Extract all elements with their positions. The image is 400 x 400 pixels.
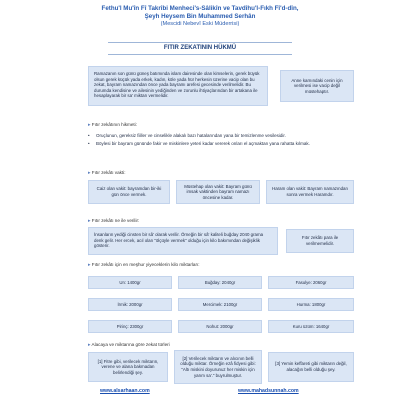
time-caiz-box: Caiz olan vakit: bayramdan bir-iki gün önce vermek. [88, 180, 170, 204]
recipient-type-box: [2] Verilecek miktarın ve alıcının belli olduğu miktar. Örneğin ezâ fidyesi gibi: "Altı miskini doyurunuz her miskin için yarım sa'." buyrulmuştur. [174, 350, 262, 384]
wisdom-bullet-text: Oruçlunun, gereksiz fiiller ve cinselikle alakalı bazı hatalarından yana bir temizlenme vesilesidir. [96, 133, 286, 138]
footer-link-alsarhaan[interactable]: www.alsarhaan.com [100, 388, 150, 394]
arrow-icon: ▸ [88, 262, 91, 268]
wisdom-bullet [88, 141, 353, 147]
intro-box: Ramazanın son günü güneş batımında islam dairesinde olan kimselerin, gerek büyük olsun gerek küçük yada erkek, kadın, köle yada hür herkesin üzerine vacip olan bu zekat, bayram namazından önce yada bayramı arefesi gecesinde verilmelidir. Bu durumda kendisine ve ailesinin yediğinden ve zorunlu ihtiyaçlarından bir artakana ile hesaplayarak bir sa' miktarı vermelidir. [88, 66, 268, 106]
amount-item: Pirinç: 2300gr [88, 320, 172, 333]
amounts-label-text: Fıtır zekâtı için en meşhur yiyeceklerin kilo miktarları: [91, 262, 200, 267]
arrow-icon: ▸ [88, 218, 91, 224]
time-haram-box: Haram olan vakit: Bayram namazından sonra vermek Haramdır. [266, 180, 354, 204]
arrow-icon: ▸ [88, 170, 91, 176]
arrow-icon: ▸ [88, 342, 91, 348]
document-header-line2: Şeyh Heysem Bin Muhammed Serhân [144, 13, 256, 20]
wisdom-label-text: Fıtır zekâtının hikmeti: [91, 122, 137, 127]
amount-item: Kuru üzüm: 1640gr [268, 320, 354, 333]
recipient-type-box: [3] Yemin keffareti gibi miktarın değil, alacağın belli olduğu şey. [268, 352, 354, 382]
footer-link-mahadsunnah[interactable]: www.mahadsunnah.com [238, 388, 299, 394]
amount-item: Hurma: 1800gr [268, 298, 354, 311]
bullet-icon: • [88, 133, 90, 138]
amounts-label [88, 262, 200, 268]
title-rule-top [108, 42, 292, 43]
what-side-box: Fıtır zekâtı para ile verilmemelidir. [286, 229, 354, 253]
page-title: FITIR ZEKATININ HÜKMÜ [163, 45, 237, 51]
wisdom-bullet [88, 133, 353, 139]
bullet-icon: • [88, 141, 90, 146]
amount-item: Buğday: 2040gr [178, 276, 262, 289]
wisdom-bullet-text: Böylesi bir bayram gününde fakir ve miskinlere yeteri kadar vererek onları el açmaktan yana rahatta kılmak. [96, 141, 310, 146]
document-header-line3: (Mescidi Nebevî Eski Müderrisi) [160, 21, 240, 27]
time-label-text: Fıtır zekâtı vakti: [91, 170, 126, 175]
wisdom-bullets [88, 133, 353, 147]
amount-item: Mercimek: 2100gr [178, 298, 262, 311]
what-label-text: Fıtır zekâtı ne ile verilir: [91, 218, 140, 223]
recipients-label [88, 342, 170, 348]
document-header-line1: Fethu'l Mu'în Fî Takrîbi Menheci's-Sâlikîn ve Tavdîhu'l-Fıkh Fî'd-dîn, [101, 5, 299, 12]
amount-item: Fasulye: 2060gr [268, 276, 354, 289]
what-label [88, 218, 139, 224]
what-main-box: İnsanların yediği cinsten bir sâ' olarak verilir. Örneğin bir sâ' kaliteli buğday 2040 grama denk gelir. Her ercek, acıl olan "ölçüyle vermek" olduğu için kilo bakımından değişiklik gösterir. [88, 227, 278, 255]
title-rule-bottom [108, 54, 292, 55]
amount-item: Nohut: 2000gr [178, 320, 262, 333]
amount-item: Un: 1400gr [88, 276, 172, 289]
recipients-label-text: Alacaya ve miktarına göre zekat türleri [91, 342, 170, 347]
arrow-icon: ▸ [88, 122, 91, 128]
intro-side-box: Anne karnındaki cenin için verilmesi ise vacip değil müstehaptır. [280, 70, 354, 102]
wisdom-label [88, 122, 137, 128]
time-label [88, 170, 126, 176]
amount-item: İrmik: 2000gr [88, 298, 172, 311]
time-mustehap-box: Müstehap olan vakit: Bayram günü imsak vaktinden bayram namazı öncesine kadar. [176, 180, 260, 204]
recipient-type-box: [1] Fitre gibi, verilecek miktarın, verene ve alana bakmadan belirlendiği şey. [88, 352, 168, 382]
